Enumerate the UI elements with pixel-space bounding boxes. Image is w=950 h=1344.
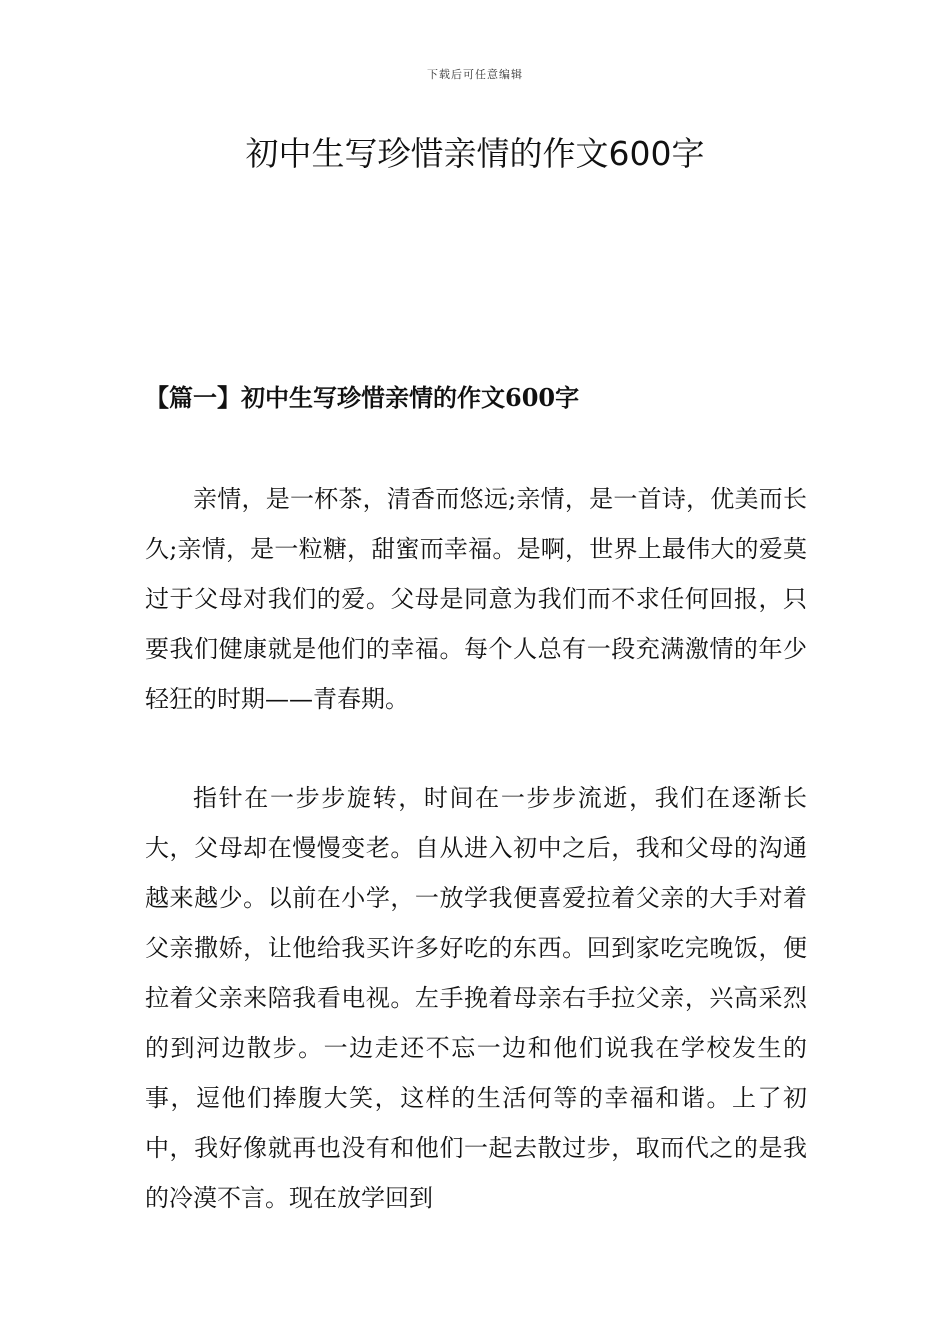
- body-paragraph: 指针在一步步旋转，时间在一步步流逝，我们在逐渐长大，父母却在慢慢变老。自从进入初中之后，我和父母的沟通越来越少。以前在小学，一放学我便喜爱拉着父亲的大手对着父亲撒娇，让他给我买许多好吃的东西。回到家吃完晚饭，便拉着父亲来陪我看电视。左手挽着母亲右手拉父亲，兴高采烈的到河边散步。一边走还不忘一边和他们说我在学校发生的事，逗他们捧腹大笑，这样的生活何等的幸福和谐。上了初中，我好像就再也没有和他们一起去散过步，取而代之的是我的冷漠不言。现在放学回到: [145, 784, 807, 1212]
- body-paragraph-1-block: [145, 474, 807, 724]
- body-paragraph-2-block: [145, 773, 807, 1223]
- header-note: 下载后可任意编辑: [427, 68, 523, 81]
- body-paragraph: 亲情，是一杯茶，清香而悠远;亲情，是一首诗，优美而长久;亲情，是一粒糖，甜蜜而幸福。是啊，世界上最伟大的爱莫过于父母对我们的爱。父母是同意为我们而不求任何回报，只要我们健康就是他们的幸福。每个人总有一段充满激情的年少轻狂的时期——青春期。: [145, 485, 807, 713]
- section-heading: 【篇一】初中生写珍惜亲情的作文600字: [145, 383, 580, 412]
- document-title: 初中生写珍惜亲情的作文600字: [245, 134, 705, 173]
